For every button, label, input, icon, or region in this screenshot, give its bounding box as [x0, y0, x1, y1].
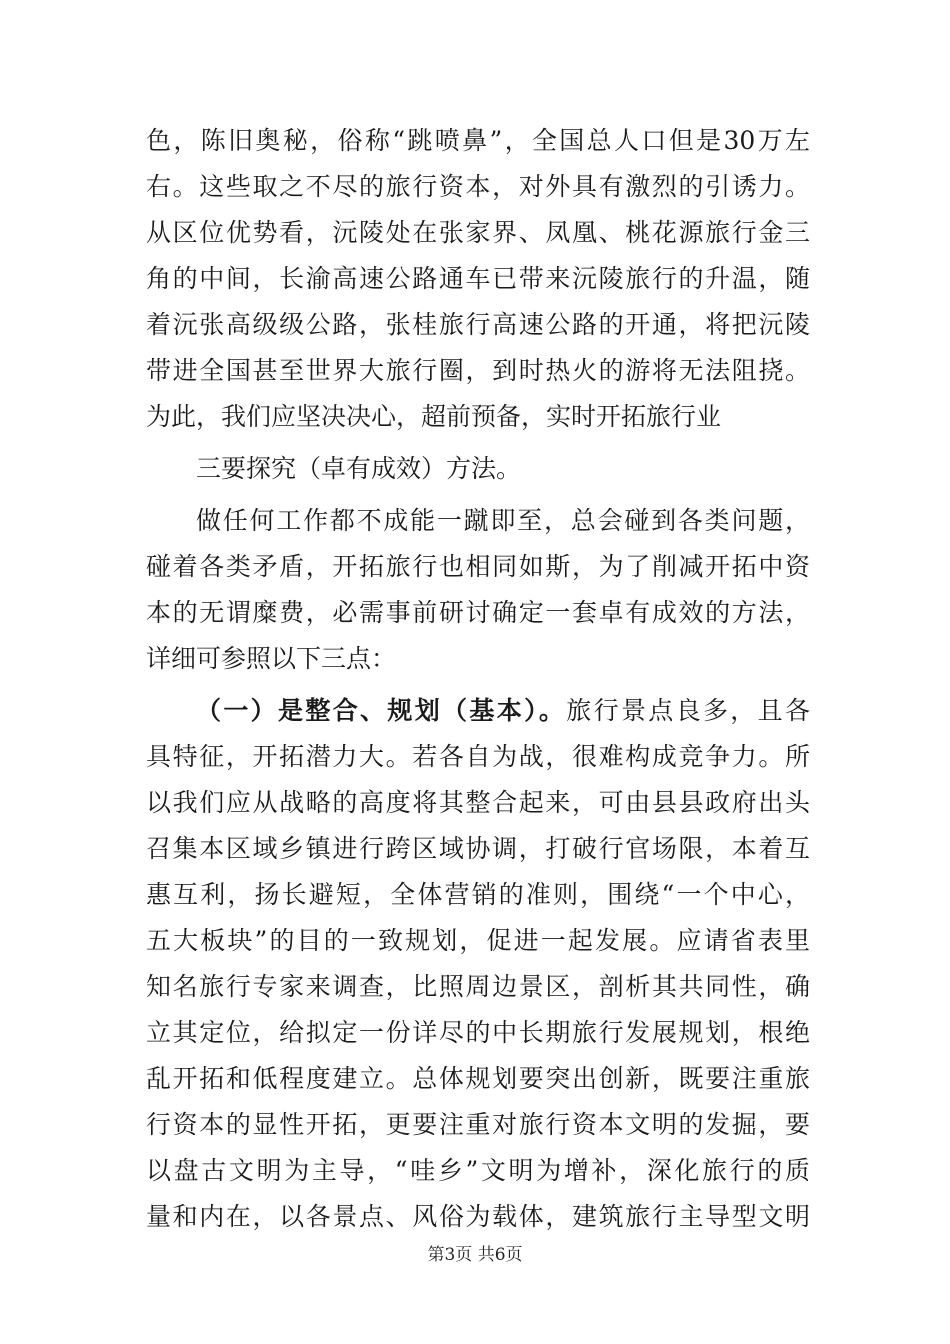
lead-line-rest: 旅行景点良多，且各 [566, 696, 810, 725]
text-line: 召集本区域乡镇进行跨区域协调，打破行官场限，本着互 [146, 834, 810, 863]
section-heading [146, 446, 810, 492]
text-line: 为此，我们应坚决决心，超前预备，实时开拓旅行业 [146, 402, 722, 431]
text-line: 着沅张高级级公路，张桂旅行高速公路的开通，将把沅陵 [146, 310, 810, 339]
page-footer [0, 1240, 950, 1265]
paragraph-methods-intro [146, 498, 810, 682]
text-line: 具特征，开拓潜力大。若各自为战，很难构成竞争力。所 [146, 742, 810, 771]
bold-lead-text: （一）是整合、规划（基本）。 [196, 696, 567, 725]
paragraph-integration-planning [146, 688, 810, 1240]
text-line: 详细可参照以下三点： [146, 644, 397, 673]
text-line: 知名旅行专家来调查，比照周边景区，剖析其共同性，确 [146, 972, 810, 1001]
text-line: 行资本的显性开拓，更要注重对旅行资本文明的发掘，要 [146, 1110, 810, 1139]
text-line: 量和内在，以各景点、风俗为载体，建筑旅行主导型文明 [146, 1202, 810, 1231]
text-line: 立其定位，给拟定一份详尽的中长期旅行发展规划，根绝 [146, 1018, 810, 1047]
text-line: 碰着各类矛盾，开拓旅行也相同如斯，为了削减开拓中资 [146, 552, 810, 581]
text-line: 带进全国甚至世界大旅行圈，到时热火的游将无法阻挠。 [146, 356, 810, 385]
paragraph-continued [146, 118, 810, 440]
text-line: 色，陈旧奥秘，俗称“跳喷鼻”，全国总人口但是30万左 [146, 126, 810, 155]
text-line: 角的中间，长渝高速公路通车已带来沅陵旅行的升温，随 [146, 264, 810, 293]
text-line: 五大板块”的目的一致规划，促进一起发展。应请省表里 [146, 926, 810, 955]
page-number: 第3页 共6页 [427, 1245, 523, 1265]
text-line: 本的无谓糜费，必需事前研讨确定一套卓有成效的方法， [146, 598, 810, 627]
heading-text: 三要探究（卓有成效）方法。 [196, 454, 522, 483]
text-line: 乱开拓和低程度建立。总体规划要突出创新，既要注重旅 [146, 1064, 810, 1093]
document-body [146, 118, 810, 1240]
text-line: 从区位优势看，沅陵处在张家界、凤凰、桃花源旅行金三 [146, 218, 810, 247]
text-line: 以我们应从战略的高度将其整合起来，可由县县政府出头 [146, 788, 810, 817]
text-line [146, 688, 810, 734]
text-line: 以盘古文明为主导，“哇乡”文明为增补，深化旅行的质 [146, 1156, 810, 1185]
text-line: 惠互利，扬长避短，全体营销的准则，围绕“一个中心， [146, 880, 810, 909]
text-line: 右。这些取之不尽的旅行资本，对外具有激烈的引诱力。 [146, 172, 810, 201]
text-line: 做任何工作都不成能一蹴即至，总会碰到各类问题， [196, 506, 810, 535]
